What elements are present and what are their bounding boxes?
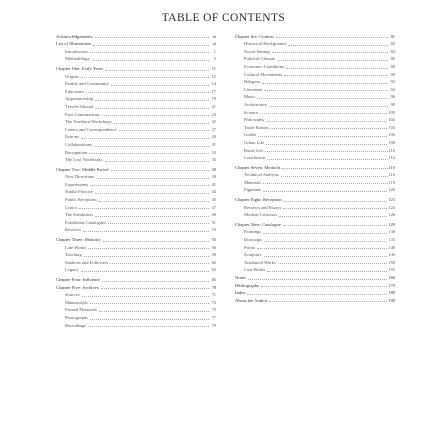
toc-entry-title: Public Reception [65,197,97,203]
leader-dots [95,100,209,101]
leader-dots [81,138,209,139]
toc-entry[interactable] [56,87,216,95]
leader-dots [269,106,388,107]
toc-entry[interactable] [56,110,216,118]
toc-entry-page: 82 [390,41,395,47]
toc-entry[interactable] [235,70,395,78]
toc-entry-page: 47 [211,204,216,210]
toc-entry-title: Studio Practice [65,189,93,195]
toc-entry-page: 94 [390,86,395,92]
toc-entry-page: 23 [211,111,216,117]
toc-entry-page: 38 [211,166,216,172]
toc-entry-page: 100 [388,109,395,115]
leader-dots [247,294,387,295]
toc-entry[interactable] [235,85,395,93]
leader-dots [279,216,388,217]
leader-dots [95,108,209,109]
leader-dots [281,176,388,177]
toc-entry[interactable] [56,180,216,188]
toc-entry-page: 17 [211,88,216,94]
leader-dots [286,68,388,69]
toc-entry-page: 11 [211,65,216,71]
toc-entry-title: Science [244,109,259,115]
toc-entry-title: Printed Materials [65,307,97,313]
leader-dots [102,281,209,282]
leader-dots [94,146,209,147]
toc-entry-page: 81 [390,33,395,39]
toc-entry[interactable] [235,220,395,228]
toc-entry-title: Chapter Nine: Catalogue [235,221,281,227]
toc-entry-page: 1 [213,48,216,54]
toc-entry[interactable] [56,266,216,274]
toc-entry[interactable] [235,131,395,139]
toc-entry-title: Patrons [65,134,79,140]
toc-entry[interactable] [56,72,216,80]
toc-entry-page: 27 [211,126,216,132]
toc-entry[interactable] [56,173,216,181]
toc-entry-page: 170 [388,282,395,288]
toc-entry-page: 118 [388,179,395,185]
toc-entry-title: Experiments [65,181,89,187]
toc-entry-title: Late Works [65,244,87,250]
toc-entry[interactable] [235,138,395,146]
toc-entry-title: Legacy [65,267,79,273]
toc-entry[interactable] [56,275,216,283]
toc-entry-page: 14 [211,81,216,87]
toc-entry-title: Education [65,88,84,94]
leader-dots [266,144,387,145]
toc-entry-page: 25 [211,119,216,125]
toc-entry-title: Bibliography [235,282,260,288]
leader-dots [89,153,209,154]
leader-dots [278,263,388,264]
toc-entry-title: Prints [244,244,255,250]
toc-entry[interactable] [56,102,216,110]
leader-dots [95,193,209,194]
toc-entry-page: 71 [211,292,216,298]
leader-dots [88,326,209,327]
toc-entry-title: Drawings [244,237,262,243]
toc-entry-page: 77 [211,314,216,320]
toc-entry-page: 62 [211,267,216,273]
toc-entry[interactable] [56,32,216,40]
toc-entry[interactable] [235,163,395,171]
toc-column-left [56,32,216,329]
leader-dots [265,151,388,152]
toc-entry[interactable] [235,266,395,274]
toc-entry[interactable] [56,165,216,173]
leader-dots [267,121,388,122]
leader-dots [288,45,388,46]
toc-entry[interactable] [235,32,395,40]
toc-entry-page: 53 [211,227,216,233]
leader-dots [93,45,209,46]
toc-entry-title: Chapter Four: Influence [56,277,101,282]
toc-entry-page: 124 [388,204,395,210]
toc-entry-title: New Directions [65,174,94,180]
toc-entry-title: Materials [244,179,262,185]
toc-entry-page: 129 [388,221,395,227]
toc-entry[interactable] [235,47,395,55]
toc-entry[interactable] [235,228,395,236]
toc-entry[interactable] [56,321,216,329]
toc-entry-title: Collaborations [65,141,93,147]
toc-entry-page: 160 [388,275,395,280]
toc-entry[interactable] [235,251,395,259]
leader-dots [99,311,209,312]
leader-dots [282,168,387,169]
toc-entry-page: 145 [388,252,395,258]
toc-entry-page: 115 [388,164,395,170]
toc-entry-title: Apprenticeship [65,96,94,102]
toc-entry-title: The Exhibition [65,212,93,218]
leader-dots [114,123,210,124]
toc-entry-title: Manuscripts [65,299,88,305]
toc-entry-title: Lost Works [244,267,266,273]
toc-entry[interactable] [235,235,395,243]
leader-dots [263,183,387,184]
toc-entry[interactable] [56,125,216,133]
toc-entry-page: 73 [211,299,216,305]
toc-entry-page: 98 [390,101,395,107]
toc-entry[interactable] [235,55,395,63]
toc-entry-page: 112 [388,155,395,161]
leader-dots [101,288,209,289]
leader-dots [79,208,209,209]
toc-entry-page: 123 [388,197,395,203]
toc-entry[interactable] [235,154,395,162]
leader-dots [99,201,209,202]
toc-entry-title: Teaching [65,252,82,258]
toc-entry[interactable] [56,251,216,259]
toc-entry[interactable] [235,100,395,108]
toc-entry-page: 88 [390,63,395,69]
toc-entry[interactable] [56,195,216,203]
leader-dots [284,201,388,202]
toc-entry-page: 41 [211,181,216,187]
toc-entry-page: 108 [388,139,395,145]
leader-dots [261,286,387,287]
toc-entry[interactable] [235,186,395,194]
leader-dots [257,248,388,249]
toc-entry[interactable] [56,235,216,243]
toc-entry-page: 31 [211,141,216,147]
toc-entry-title: First Commissions [65,111,100,117]
leader-dots [82,296,209,297]
toc-entry[interactable] [56,218,216,226]
toc-entry[interactable] [56,156,216,164]
leader-dots [84,256,209,257]
toc-entry[interactable] [56,306,216,314]
toc-entry-title: Travels Abroad [65,103,94,109]
toc-entry-title: Chapter Eight: Reception [235,197,282,203]
leader-dots [83,231,209,232]
leader-dots [103,241,209,242]
toc-entry-title: Cultural Movements [244,71,282,77]
leader-dots [257,98,388,99]
toc-entry[interactable] [235,296,395,304]
toc-entry-title: Chapter Five: Archives [56,284,99,290]
toc-entry-title: Music [244,94,256,100]
toc-entry-page: 106 [388,132,395,138]
toc-entry-title: Paintings [244,229,262,235]
toc-entry-page: ix [212,33,216,39]
leader-dots [108,223,209,224]
toc-entry-page: 49 [211,212,216,218]
toc-entry-title: Sculpture [244,252,262,258]
leader-dots [270,128,387,129]
leader-dots [111,85,209,86]
toc-entry-title: Recognition [65,149,88,155]
toc-entry-title: Rural Life [244,147,264,153]
toc-entry-title: Literature [244,86,263,92]
toc-entry-page: 90 [390,71,395,77]
toc-entry[interactable] [235,178,395,186]
toc-entry-page: 180 [388,290,395,296]
leader-dots [90,303,209,304]
toc-entry-title: Methodology [65,56,90,62]
toc-entry-page: 110 [388,147,395,153]
toc-entry[interactable] [56,95,216,103]
toc-entry-title: Religion [244,79,260,85]
toc-entry-page: 102 [388,117,395,123]
toc-entry-page: xi [212,41,216,47]
toc-entry[interactable] [56,140,216,148]
toc-entry[interactable] [56,188,216,196]
toc-entry-title: Attributed Works [244,259,276,265]
toc-entry-page: 55 [211,237,216,243]
leader-dots [267,271,387,272]
leader-dots [102,115,209,116]
toc-entry-title: Social Setting [244,48,270,54]
toc-entry-title: Sources [65,292,80,298]
leader-dots [105,161,209,162]
toc-entry-title: Letters and Correspondence [65,126,117,132]
leader-dots [283,225,388,226]
leader-dots [90,52,209,53]
toc-entry[interactable] [235,108,395,116]
toc-entry-page: 120 [388,187,395,193]
toc-entry-title: Index [235,290,246,296]
toc-entry[interactable] [235,243,395,251]
leader-dots [88,248,209,249]
leader-dots [111,170,209,171]
toc-entry-page: 45 [211,197,216,203]
toc-entry[interactable] [235,289,395,297]
toc-entry[interactable] [56,47,216,55]
toc-entry-page: 29 [211,134,216,140]
toc-entry[interactable] [56,118,216,126]
toc-entry-title: Chapter Six: Context [235,33,274,39]
toc-entry[interactable] [56,133,216,141]
toc-entry[interactable] [56,291,216,299]
leader-dots [263,233,387,234]
toc-entry-title: The Northern Workshops [65,119,112,125]
toc-entry-title: Guilds [244,132,257,138]
leader-dots [96,178,209,179]
toc-entry-title: Urban Life [244,139,265,145]
toc-entry[interactable] [56,148,216,156]
toc-entry-page: 190 [388,297,395,303]
toc-entry-page: 86 [390,56,395,62]
leader-dots [95,216,209,217]
toc-entry-title: Philosophy [244,117,265,123]
toc-entry-page: 135 [388,237,395,243]
leader-dots [86,92,209,93]
leader-dots [92,60,209,61]
toc-entry-title: Students and Followers [65,259,109,265]
toc-entry[interactable] [56,203,216,211]
toc-entry-title: Historical Background [244,41,286,47]
toc-entry-title: Exhibition Catalogues [65,219,106,225]
toc-entry[interactable] [235,195,395,203]
toc-entry-page: 155 [388,267,395,273]
leader-dots [283,208,387,209]
page-title: TABLE OF CONTENTS [161,12,286,24]
toc-entry-page: 65 [211,277,216,282]
toc-entry-title: Modern Criticism [244,212,277,218]
toc-entry[interactable] [56,283,216,291]
leader-dots [267,159,388,160]
toc-entry-page: 56 [211,244,216,250]
toc-entry-page: 12 [211,73,216,79]
leader-dots [284,75,388,76]
toc-entry-title: Chapter One: Early Years [56,65,103,71]
toc-entry[interactable] [235,40,395,48]
toc-entry[interactable] [56,226,216,234]
toc-entry-page: 92 [390,79,395,85]
toc-entry[interactable] [235,116,395,124]
toc-entry[interactable] [56,64,216,72]
toc-entry[interactable] [235,258,395,266]
toc-entry-page: 150 [388,259,395,265]
toc-entry-title: Notes [235,275,246,280]
toc-entry[interactable] [235,78,395,86]
toc-entry[interactable] [56,243,216,251]
toc-entry-title: Chapter Two: Middle Period [56,166,109,172]
toc-entry-title: Economic Conditions [244,63,284,69]
toc-entry[interactable] [235,62,395,70]
toc-entry-title: Chapter Seven: Methods [235,164,281,170]
toc-entry-page: 75 [211,307,216,313]
toc-entry-page: 43 [211,189,216,195]
toc-entry-page: 130 [388,229,395,235]
leader-dots [119,130,209,131]
toc-entry-title: Architecture [244,101,267,107]
toc-entry-title: Chapter Three: Maturity [56,237,101,243]
toc-entry-title: Photographs [65,314,88,320]
toc-entry-title: Reviews and Essays [244,204,282,210]
toc-entry-title: Technical Analysis [244,172,279,178]
toc-entry[interactable] [235,203,395,211]
toc-entry-page: 126 [388,212,395,218]
toc-entry-title: Conclusion [244,155,265,161]
toc-entry[interactable] [56,258,216,266]
toc-entry[interactable] [56,80,216,88]
toc-entry-page: 70 [211,284,216,290]
leader-dots [81,77,209,78]
toc-entry-title: Recordings [65,322,86,328]
toc-entry-page: 33 [211,149,216,155]
toc-entry-title: The Lost Notebooks [65,157,103,163]
toc-entry[interactable] [56,55,216,63]
toc-entry-page: 51 [211,219,216,225]
toc-entry-title: Trade Routes [244,124,269,130]
leader-dots [263,191,387,192]
leader-dots [90,319,209,320]
toc-entry[interactable] [235,93,395,101]
toc-entry[interactable] [235,171,395,179]
toc-entry-title: Introduction [65,48,88,54]
toc-entry-page: 84 [390,48,395,54]
toc-entry-page: 21 [211,103,216,109]
leader-dots [105,70,209,71]
toc-entry-page: 116 [388,172,395,178]
toc-entry-title: Reviews [65,227,81,233]
leader-dots [95,37,210,38]
toc-entry-title: Political Climate [244,56,276,62]
toc-column-right [235,32,395,304]
toc-entry[interactable] [56,211,216,219]
toc-entry-page: 39 [211,174,216,180]
toc-entry-page: 79 [211,322,216,328]
toc-entry[interactable] [56,298,216,306]
toc-entry-title: Family and Community [65,81,109,87]
leader-dots [264,256,388,257]
toc-entry[interactable] [235,211,395,219]
toc-entry-page: 5 [213,56,216,62]
leader-dots [269,301,387,302]
toc-entry-page: 35 [211,157,216,163]
leader-dots [262,83,388,84]
leader-dots [258,136,387,137]
toc-entry-title: List of Illustrations [56,41,92,47]
leader-dots [264,241,388,242]
toc-entry[interactable] [235,273,395,281]
toc-entry[interactable] [56,40,216,48]
toc-entry-title: About the Author [235,297,268,303]
toc-entry-title: Pigments [244,187,262,193]
toc-entry-page: 19 [211,96,216,102]
toc-entry[interactable] [235,146,395,154]
toc-entry-title: Origins [65,73,79,79]
toc-entry[interactable] [56,313,216,321]
toc-entry-title: Critics [65,204,78,210]
leader-dots [272,52,388,53]
leader-dots [277,60,388,61]
leader-dots [260,113,387,114]
toc-entry-page: 140 [388,244,395,250]
toc-entry-page: 58 [211,252,216,258]
toc-entry[interactable] [235,281,395,289]
leader-dots [110,263,209,264]
leader-dots [81,271,209,272]
leader-dots [90,185,209,186]
leader-dots [264,90,388,91]
toc-entry-page: 104 [388,124,395,130]
toc-entry[interactable] [235,123,395,131]
toc-entry-page: 96 [390,94,395,100]
leader-dots [248,279,388,280]
toc-entry-title: Acknowledgements [56,33,93,39]
leader-dots [276,37,388,38]
toc-entry-page: 60 [211,259,216,265]
